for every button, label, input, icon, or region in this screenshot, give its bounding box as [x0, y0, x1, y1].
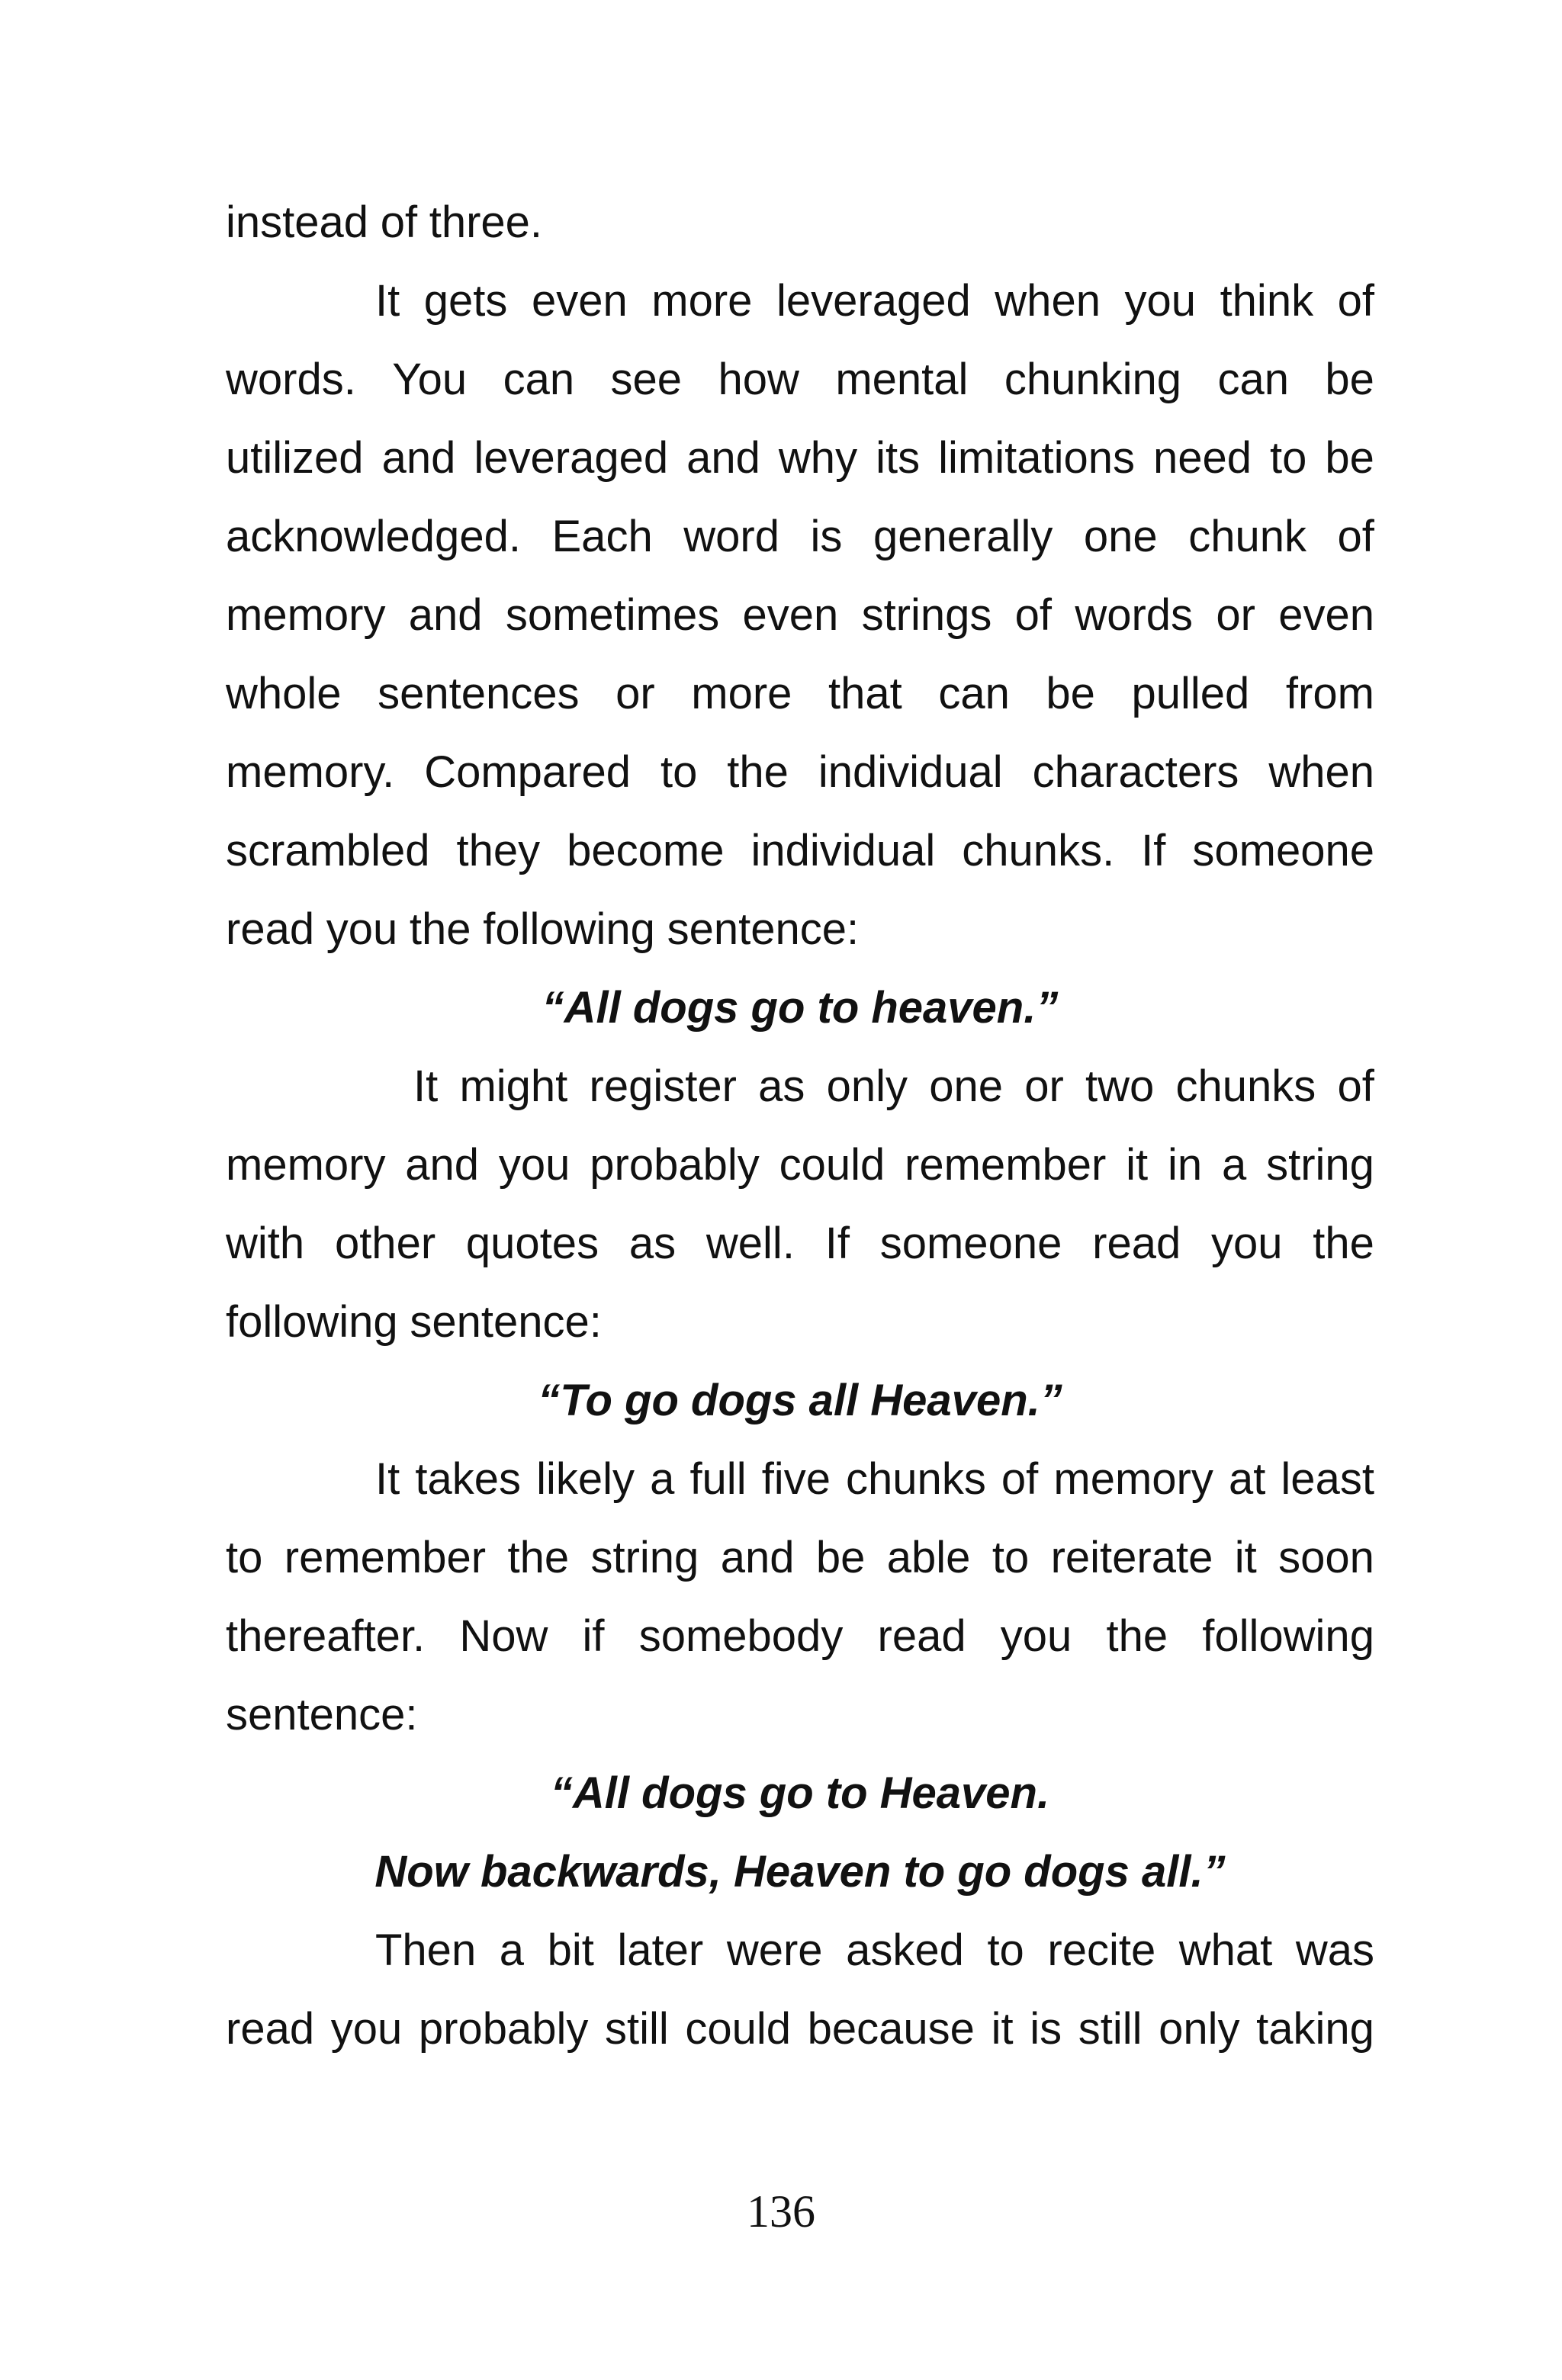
word: of [1337, 512, 1374, 561]
word: following [1202, 1611, 1374, 1661]
word: word [683, 512, 779, 561]
word: probably [590, 1140, 760, 1190]
word: three. [429, 198, 543, 247]
word: It [413, 1062, 439, 1111]
word: the [727, 747, 789, 797]
word: likely [536, 1454, 635, 1504]
page-number: 136 [747, 2186, 815, 2237]
word: of [1001, 1454, 1039, 1504]
word: can [938, 669, 1010, 718]
word: mental [835, 355, 969, 404]
word: it [991, 2004, 1014, 2054]
word: they [456, 826, 541, 875]
word: and [381, 433, 456, 483]
word: taking [1256, 2004, 1374, 2054]
word: it [1234, 1533, 1257, 1582]
word: how [718, 355, 799, 404]
word: could [779, 1140, 885, 1190]
word: the [409, 904, 471, 954]
word: sometimes [505, 590, 720, 640]
word: need [1152, 433, 1252, 483]
word: well. [705, 1219, 795, 1268]
word: generally [873, 512, 1053, 561]
word: one [929, 1062, 1004, 1111]
word: remember [905, 1140, 1107, 1190]
word: full [689, 1454, 747, 1504]
word: sentence: [667, 904, 860, 954]
word: bit [547, 1926, 594, 1975]
word: chunk [1188, 512, 1306, 561]
word: of [1337, 276, 1374, 326]
text-line [226, 419, 1374, 497]
word: only [1159, 2004, 1240, 2054]
text-line [226, 1204, 1374, 1283]
word: Compared [424, 747, 632, 797]
word: and [408, 590, 483, 640]
word: its [876, 433, 921, 483]
word: least [1281, 1454, 1374, 1504]
word: and [720, 1533, 795, 1582]
word: the [507, 1533, 570, 1582]
word: you [1211, 1219, 1283, 1268]
word: Now [459, 1611, 548, 1661]
word: from [1285, 669, 1374, 718]
text-line [226, 262, 1374, 340]
word: even [742, 590, 839, 640]
text-line [226, 1047, 1374, 1126]
word: you [1000, 1611, 1072, 1661]
word: following [483, 904, 655, 954]
word: chunking [1004, 355, 1182, 404]
text-line [226, 1283, 1374, 1361]
word: in [1168, 1140, 1203, 1190]
word: recite [1047, 1926, 1156, 1975]
word: memory [1053, 1454, 1213, 1504]
text-line [226, 183, 1374, 262]
word: you [498, 1140, 570, 1190]
word: limitations [938, 433, 1135, 483]
word: still [1078, 2004, 1143, 2054]
text-line [226, 1675, 1374, 1754]
word: leveraged [776, 276, 971, 326]
word: individual [818, 747, 1003, 797]
word: is [810, 512, 843, 561]
word: leveraged [474, 433, 669, 483]
word: were [726, 1926, 823, 1975]
word: to [660, 747, 698, 797]
word: gets [423, 276, 508, 326]
word: can [1217, 355, 1289, 404]
quote-line: Now backwards, Heaven to go dogs all.” [374, 1847, 1226, 1897]
text-line [226, 1597, 1374, 1675]
word: become [567, 826, 725, 875]
word: someone [1192, 826, 1374, 875]
word: It [375, 1454, 400, 1504]
word: when [995, 276, 1101, 326]
word: chunks. [962, 826, 1115, 875]
word: the [1313, 1219, 1374, 1268]
text-line [226, 890, 1374, 968]
word: soon [1278, 1533, 1374, 1582]
word: sentence: [226, 1690, 418, 1739]
word: be [815, 1533, 866, 1582]
word: memory [226, 590, 386, 640]
text-line [226, 733, 1374, 811]
word: you [330, 2004, 403, 2054]
word: be [1325, 433, 1374, 483]
word: chunks [1175, 1062, 1316, 1111]
word: memory. [226, 747, 395, 797]
word: at [1228, 1454, 1266, 1504]
word: a [650, 1454, 675, 1504]
word: five [761, 1454, 831, 1504]
text-line [226, 340, 1374, 419]
word: If [824, 1219, 850, 1268]
word: and [686, 433, 760, 483]
word: words. [226, 355, 356, 404]
word: memory [226, 1140, 386, 1190]
word: can [503, 355, 575, 404]
word: acknowledged. [226, 512, 521, 561]
word: Then [375, 1926, 477, 1975]
text-line [226, 1911, 1374, 1990]
word: and [405, 1140, 480, 1190]
body-text [226, 183, 1374, 2068]
word: could [685, 2004, 792, 2054]
word: still [604, 2004, 669, 2054]
word: see [610, 355, 683, 404]
word: was [1295, 1926, 1374, 1975]
word: be [1325, 355, 1374, 404]
word: if [582, 1611, 605, 1661]
word: reiterate [1050, 1533, 1213, 1582]
text-line [226, 654, 1374, 733]
quote-line: “All dogs go to Heaven. [550, 1768, 1050, 1818]
word: even [1278, 590, 1374, 640]
word: If [1141, 826, 1166, 875]
word: of [380, 198, 418, 247]
word: scrambled [226, 826, 430, 875]
word: someone [879, 1219, 1062, 1268]
word: why [778, 433, 858, 483]
word: register [589, 1062, 737, 1111]
word: strings [861, 590, 992, 640]
word: It [375, 276, 400, 326]
word: to [987, 1926, 1024, 1975]
word: the [1106, 1611, 1168, 1661]
word: because [807, 2004, 975, 2054]
word: somebody [638, 1611, 844, 1661]
word: read [1092, 1219, 1181, 1268]
word: think [1220, 276, 1314, 326]
text-line [226, 811, 1374, 890]
word: more [691, 669, 792, 718]
word: You [392, 355, 468, 404]
word: following [226, 1297, 398, 1347]
word: string [1266, 1140, 1374, 1190]
word: read [877, 1611, 966, 1661]
word: of [1014, 590, 1053, 640]
word: as [758, 1062, 805, 1111]
word: that [828, 669, 902, 718]
word: one [1083, 512, 1158, 561]
word: it [1126, 1140, 1149, 1190]
word: read [226, 904, 315, 954]
word: instead [226, 198, 369, 247]
word: Each [551, 512, 653, 561]
word: individual [750, 826, 936, 875]
word: as [628, 1219, 677, 1268]
word: whole [226, 669, 342, 718]
word: two [1085, 1062, 1155, 1111]
word: probably [418, 2004, 589, 2054]
word: you [326, 904, 398, 954]
word: string [590, 1533, 699, 1582]
word: sentence: [410, 1297, 602, 1347]
word: only [826, 1062, 908, 1111]
word: words [1075, 590, 1194, 640]
text-line [226, 497, 1374, 576]
word: sentences [378, 669, 580, 718]
word: more [651, 276, 753, 326]
text-line [226, 576, 1374, 654]
text-line [226, 1126, 1374, 1204]
word: quotes [465, 1219, 599, 1268]
word: is [1030, 2004, 1062, 2054]
quote-line: “To go dogs all Heaven.” [538, 1376, 1062, 1425]
word: a [1221, 1140, 1247, 1190]
text-line [226, 1990, 1374, 2068]
word: or [1024, 1062, 1064, 1111]
word: even [531, 276, 628, 326]
word: or [615, 669, 655, 718]
word: or [1216, 590, 1255, 640]
word: able [886, 1533, 971, 1582]
word: pulled [1131, 669, 1250, 718]
word: read [226, 2004, 315, 2054]
word: to [1270, 433, 1307, 483]
word: you [1124, 276, 1197, 326]
word: when [1268, 747, 1374, 797]
word: characters [1032, 747, 1239, 797]
word: thereafter. [226, 1611, 426, 1661]
word: be [1046, 669, 1095, 718]
word: remember [284, 1533, 487, 1582]
word: might [459, 1062, 568, 1111]
word: what [1178, 1926, 1273, 1975]
word: to [992, 1533, 1030, 1582]
word: asked [846, 1926, 964, 1975]
word: utilized [226, 433, 364, 483]
text-line [226, 1518, 1374, 1597]
word: with [226, 1219, 305, 1268]
word: chunks [846, 1454, 986, 1504]
word: later [617, 1926, 704, 1975]
word: takes [415, 1454, 521, 1504]
word: a [499, 1926, 525, 1975]
quote-line: “All dogs go to heaven.” [542, 983, 1059, 1033]
word: other [334, 1219, 436, 1268]
text-line [226, 1440, 1374, 1518]
word: to [226, 1533, 263, 1582]
word: of [1337, 1062, 1374, 1111]
